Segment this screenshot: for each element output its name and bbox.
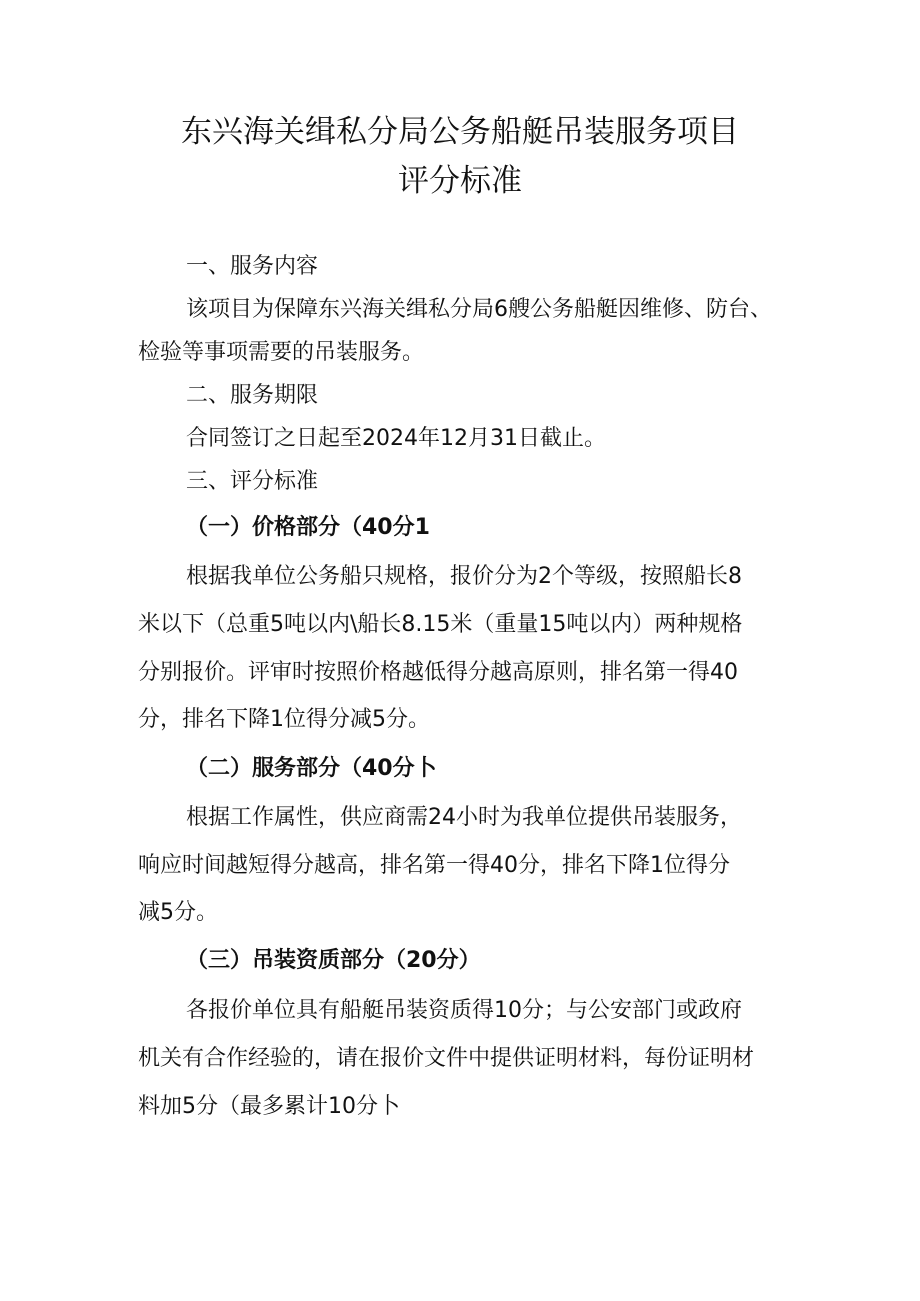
part1-line4: 分，排名下降1位得分减5分。 (138, 707, 430, 732)
part3-line1: 各报价单位具有船艇吊装资质得10分；与公安部门或政府 (186, 998, 742, 1023)
part3-line3: 料加5分（最多累计10分卜 (138, 1094, 400, 1119)
section1-body-line2: 检验等事项需要的吊装服务。 (138, 340, 425, 365)
part2-line1: 根据工作属性，供应商需24小时为我单位提供吊装服务， (186, 805, 742, 830)
part3-heading: （三）吊装资质部分（20分） (186, 948, 481, 973)
part2-line3: 减5分。 (138, 900, 218, 925)
part2-heading: （二）服务部分（40分卜 (186, 756, 437, 781)
part3-line2: 机关有合作经验的，请在报价文件中提供证明材料，每份证明材 (138, 1046, 755, 1071)
section2-body-line1: 合同签订之日起至2024年12月31日截止。 (186, 426, 606, 451)
section2-heading: 二、服务期限 (186, 383, 319, 408)
part1-line2: 米以下（总重5吨以内\船长8.15米（重量15吨以内）两种规格 (138, 612, 743, 637)
document-title-line1: 东兴海关缉私分局公务船艇吊装服务项目 (181, 114, 739, 150)
document-title-line2: 评分标准 (398, 163, 522, 199)
section1-body-line1: 该项目为保障东兴海关缉私分局6艘公务船艇因维修、防台、 (186, 297, 772, 322)
part1-line1: 根据我单位公务船只规格，报价分为2个等级，按照船长8 (186, 564, 742, 589)
part1-heading: （一）价格部分（40分1 (186, 515, 430, 540)
part1-line3: 分别报价。评审时按照价格越低得分越高原则，排名第一得40 (138, 660, 738, 685)
section3-heading: 三、评分标准 (186, 469, 319, 494)
part2-line2: 响应时间越短得分越高，排名第一得40分，排名下降1位得分 (138, 853, 730, 878)
section1-heading: 一、服务内容 (186, 254, 319, 279)
